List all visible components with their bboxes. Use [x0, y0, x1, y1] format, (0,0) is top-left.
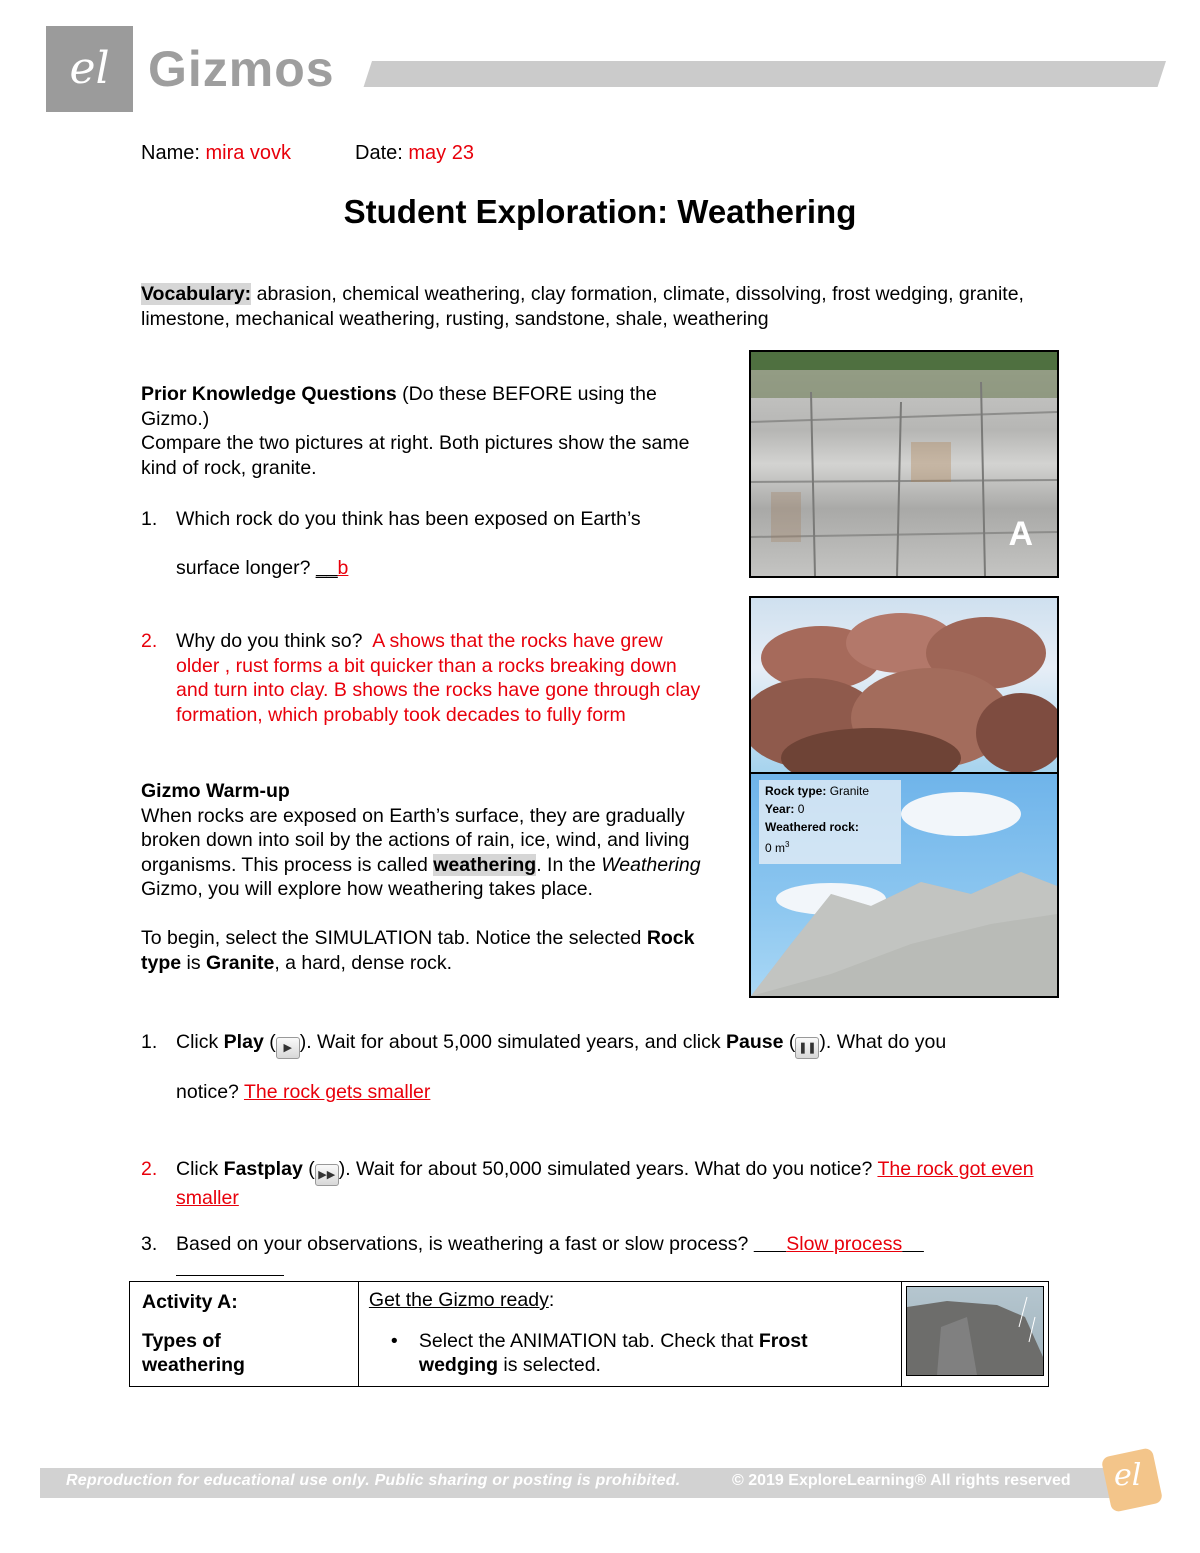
activity-table	[129, 1281, 1049, 1387]
sim-year-label: Year:	[765, 802, 795, 816]
warmup-granite: Granite	[206, 951, 275, 974]
q2-click: Click	[176, 1158, 219, 1180]
q2-num: 2.	[141, 1158, 158, 1180]
prior-heading	[141, 382, 701, 431]
sim-rock-type-label: Rock type:	[765, 784, 827, 798]
name-line	[141, 142, 291, 165]
q1-pause-word: Pause	[726, 1031, 784, 1053]
sim-rock-type-value: Granite	[829, 784, 870, 798]
q2-text: Click Fastplay ( ▶▶ ). Wait for about 50,000 simulated years. What do you notice? The rock got even smaller	[176, 1158, 1034, 1209]
activity-instructions-cell	[358, 1282, 901, 1387]
q3-answer[interactable]: Slow process	[786, 1233, 903, 1255]
date-line	[355, 142, 474, 165]
warmup-term: weathering	[433, 853, 537, 876]
page-title: Student Exploration: Weathering	[343, 193, 857, 230]
warmup-section	[141, 779, 711, 975]
q2-answer[interactable]: The rock got even smaller	[176, 1158, 1034, 1209]
sim-weathered-value: 0 m	[765, 841, 786, 855]
activity-bullet-bold: Frost wedging	[418, 1329, 808, 1376]
footer-logo-mark: el	[1114, 1458, 1142, 1493]
prior-heading-note: (Do these BEFORE using the Gizmo.)	[141, 383, 657, 430]
prior-q1-line2	[176, 556, 348, 581]
warmup-heading: Gizmo Warm-up	[141, 780, 290, 802]
warmup-p2-b: , a hard, dense rock.	[274, 951, 453, 974]
prior-q1-answer[interactable]: b	[337, 557, 349, 579]
vocabulary	[141, 282, 1071, 332]
date-value[interactable]: may 23	[408, 142, 474, 164]
warmup-p2-is: is	[186, 951, 201, 974]
vocabulary-text: abrasion, chemical weathering, clay formation, climate, dissolving, frost wedging, granite, limestone, mechanical weathering, rusting, sandstone, shale, weathering	[141, 283, 1024, 330]
q1-mid: ). Wait for about 5,000 simulated years, and click	[299, 1031, 721, 1053]
prior-q2-num: 2.	[141, 630, 158, 652]
brand-title: Gizmos	[148, 41, 335, 97]
sim-year-value: 0	[797, 802, 805, 816]
fastplay-icon[interactable]: ▶▶	[315, 1164, 339, 1186]
frost-wedging-thumbnail	[906, 1286, 1044, 1376]
q1-answer[interactable]: The rock gets smaller	[243, 1081, 431, 1103]
prior-q1-text2: surface longer?	[176, 557, 311, 579]
warmup-paragraph-2	[141, 926, 711, 975]
footer-disclaimer: Reproduction for educational use only. Public sharing or posting is prohibited.	[66, 1472, 681, 1489]
prior-intro: Compare the two pictures at right. Both pictures show the same kind of rock, granite.	[141, 432, 690, 479]
granite-boulders-photo-b	[749, 596, 1059, 774]
activity-bullet-b: is selected.	[503, 1354, 601, 1376]
q1-num: 1.	[141, 1031, 158, 1053]
activity-ready-colon: :	[548, 1289, 555, 1311]
q2-mid: ). Wait for about 50,000 simulated years. What do you notice?	[338, 1158, 873, 1180]
prior-q1-num: 1.	[141, 508, 158, 530]
sim-weathered-label: Weathered rock:	[765, 820, 859, 834]
q1-line2	[176, 1080, 430, 1105]
q1-click: Click	[176, 1031, 219, 1053]
q3-question: Based on your observations, is weathering a fast or slow process?	[176, 1233, 749, 1255]
prior-heading-title: Prior Knowledge Questions	[141, 383, 397, 405]
warmup-p1-c: Gizmo, you will explore how weathering takes place.	[141, 878, 593, 900]
prior-q1-text: Which rock do you think has been exposed on Earth’s	[176, 508, 641, 530]
activity-bullet: • Select the ANIMATION tab. Check that Frost wedging is selected.	[390, 1329, 808, 1376]
prior-q2-answer[interactable]: A shows that the rocks have grew older , rust forms a bit quicker than a rocks breaking down and turn into clay. B shows the rocks have gone through clay formation, which probably took decades to fully form	[176, 630, 701, 726]
vocabulary-label: Vocabulary:	[141, 283, 252, 305]
q2-fastplay-word: Fastplay	[223, 1158, 303, 1180]
explorelearning-logo	[1098, 1446, 1166, 1514]
activity-name: Types of weathering	[142, 1329, 245, 1376]
name-label: Name:	[141, 142, 200, 164]
q3-blank-line	[176, 1275, 284, 1276]
prior-q2	[176, 629, 706, 727]
activity-image-cell	[902, 1282, 1049, 1387]
warmup-paragraph-1	[141, 804, 711, 902]
sim-weathered-exponent: 3	[785, 840, 790, 849]
prior-knowledge-section	[141, 382, 701, 480]
gizmos-logo	[46, 26, 133, 112]
granite-quarry-photo-a	[749, 350, 1059, 578]
q1-end: ). What do you	[819, 1031, 947, 1053]
date-label: Date:	[355, 142, 403, 164]
logo-mark: el	[69, 43, 110, 94]
footer-copyright: © 2019 ExploreLearning® All rights reserved	[732, 1472, 1071, 1489]
activity-ready: Get the Gizmo ready	[368, 1289, 549, 1311]
q1-play-word: Play	[223, 1031, 264, 1053]
activity-label-cell	[130, 1282, 359, 1387]
q3-num: 3.	[141, 1233, 158, 1255]
warmup-gizmo-name: Weathering	[601, 853, 701, 876]
warmup-p1-b: . In the	[536, 853, 596, 876]
photo-a-label: A	[1008, 515, 1033, 553]
header-bar	[364, 61, 1166, 87]
activity-label: Activity A:	[142, 1291, 238, 1313]
gizmo-simulation-preview	[749, 772, 1059, 998]
q1-text: Click Play ( ▶ ). Wait for about 5,000 simulated years, and click Pause ( ❚❚ ). What do you	[176, 1030, 1056, 1059]
prior-q2-text: Why do you think so?	[176, 630, 363, 652]
warmup-rock-type: Rock type	[141, 927, 695, 974]
warmup-p1-a: When rocks are exposed on Earth’s surface, they are gradually broken down into soil by the actions of rain, ice, wind, and living organisms. This process is called	[141, 804, 690, 876]
q3-text	[176, 1232, 1056, 1257]
prior-q1-blank: __	[315, 557, 338, 579]
warmup-p2-a: To begin, select the SIMULATION tab. Notice the selected	[141, 927, 642, 949]
activity-bullet-a: Select the ANIMATION tab. Check that	[418, 1329, 754, 1352]
sim-info-panel	[759, 780, 901, 864]
play-icon[interactable]: ▶	[276, 1037, 300, 1059]
name-value[interactable]: mira vovk	[205, 142, 292, 164]
pause-icon[interactable]: ❚❚	[795, 1037, 819, 1059]
q1-notice: notice?	[176, 1081, 239, 1103]
